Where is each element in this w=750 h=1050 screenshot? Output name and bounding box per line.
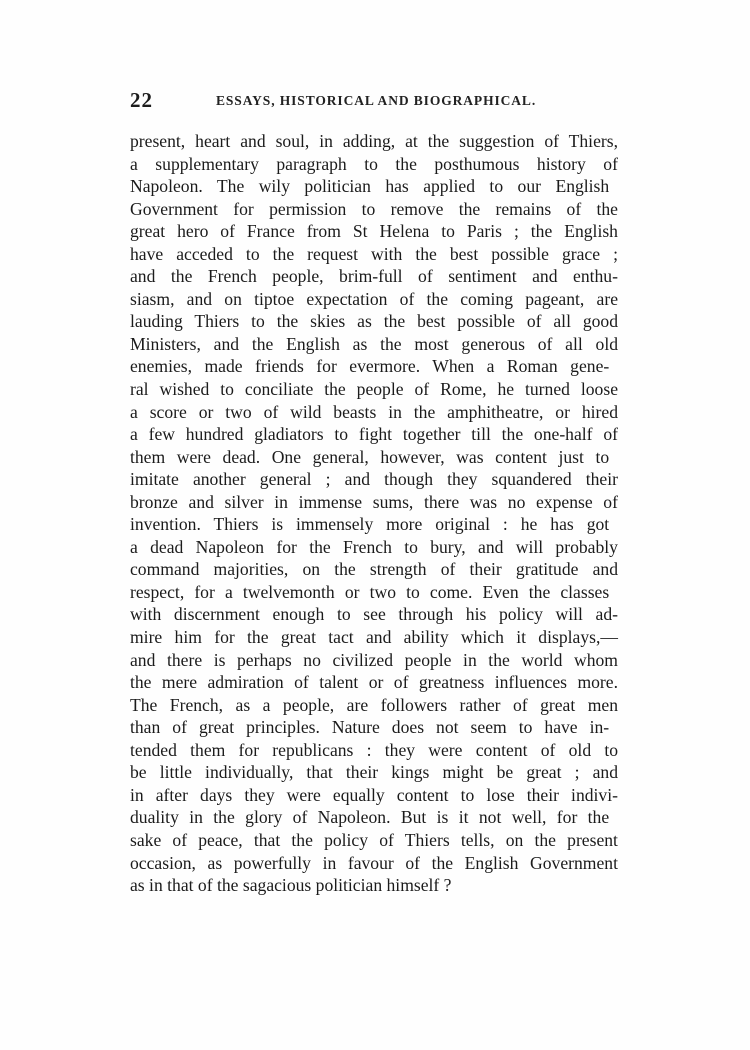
text-line: mire him for the great tact and ability which it displays,— (130, 627, 618, 648)
text-line: with discernment enough to see through his policy will ad- (130, 604, 619, 625)
text-line: than of great principles. Nature does not seem to have in- (130, 717, 610, 738)
text-line: respect, for a twelvemonth or two to come. Even the classes (130, 581, 610, 602)
running-head (130, 88, 620, 112)
text-line: sake of peace, that the policy of Thiers tells, on the present (130, 829, 618, 850)
page-number: 22 (130, 88, 153, 112)
text-line: occasion, as powerfully in favour of the English Government (130, 852, 618, 873)
text-line: command majorities, on the strength of their gratitude and (130, 559, 619, 580)
text-line: and the French people, brim-full of sentiment and enthu- (130, 266, 618, 287)
text-line: invention. Thiers is immensely more original : he has got (130, 514, 610, 535)
text-line: great hero of France from St Helena to Paris ; the English (130, 221, 618, 242)
text-line: a dead Napoleon for the French to bury, and will probably (130, 536, 618, 557)
text-line: Government for permission to remove the remains of the (130, 198, 618, 219)
text-line: in after days they were equally content to lose their indivi- (130, 784, 618, 805)
text-line: as in that of the sagacious politician himself ? (130, 875, 452, 896)
text-line: Ministers, and the English as the most generous of all old (130, 333, 619, 354)
running-header-title: ESSAYS, HISTORICAL AND BIOGRAPHICAL. (216, 93, 537, 108)
text-line: lauding Thiers to the skies as the best possible of all good (130, 311, 619, 332)
text-line: tended them for republicans : they were content of old to (130, 739, 619, 760)
text-line: duality in the glory of Napoleon. But is it not well, for the (130, 807, 610, 828)
text-line: siasm, and on tiptoe expectation of the coming pageant, are (130, 288, 619, 309)
text-line: The French, as a people, are followers rather of great men (130, 694, 619, 715)
text-line: have acceded to the request with the best possible grace ; (130, 243, 618, 264)
text-line: a supplementary paragraph to the posthumous history of (130, 153, 618, 174)
text-line: present, heart and soul, in adding, at the suggestion of Thiers, (130, 131, 618, 151)
text-line: enemies, made friends for evermore. When a Roman gene- (130, 356, 610, 377)
text-line: Napoleon. The wily politician has applied to our English (130, 176, 610, 197)
text-line: the mere admiration of talent or of greatness influences more. (130, 672, 618, 693)
text-line: imitate another general ; and though they squandered their (130, 469, 618, 490)
body-text (130, 130, 618, 897)
text-line: bronze and silver in immense sums, there was no expense of (130, 491, 618, 512)
text-line: a score or two of wild beasts in the amphitheatre, or hired (130, 401, 619, 422)
text-line: them were dead. One general, however, was content just to (130, 446, 610, 467)
text-line: be little individually, that their kings might be great ; and (130, 762, 618, 783)
text-line: a few hundred gladiators to fight together till the one-half of (130, 424, 618, 445)
text-line: and there is perhaps no civilized people in the world whom (130, 649, 618, 670)
text-line: ral wished to conciliate the people of Rome, he turned loose (130, 379, 619, 400)
